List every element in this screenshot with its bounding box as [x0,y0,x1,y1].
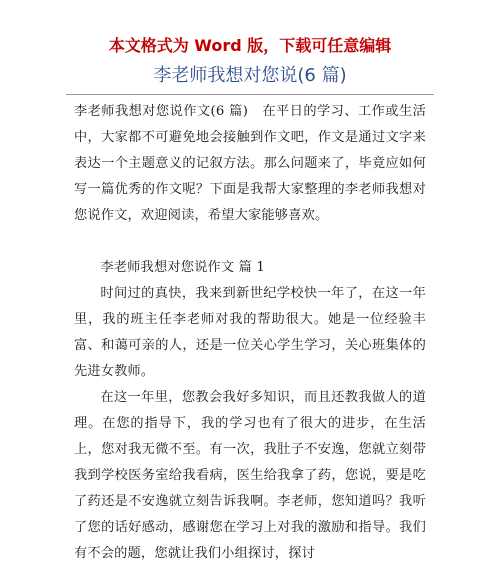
intro-body: 在平日的学习、工作或生活中，大家都不可避免地会接触到作文吧，作文是通过文字来表达一个主题意义的记叙方法。那么问题来了，毕竟应如何写一篇优秀的作文呢？下面是我帮大家整理的李老师我想对您说作文，欢迎阅读，希望大家能够喜欢。 [74,104,426,223]
section-heading: 李老师我想对您说作文 篇 1 [100,260,266,275]
body-paragraph-1: 时间过的真快，我来到新世纪学校快一年了，在这一年里，我的班主任李老师对我的帮助很大。她是一位经验丰富、和蔼可亲的人，还是一位关心学生学习，关心班集体的先进女教师。 [74,286,426,379]
intro-paragraph [74,99,426,229]
intro-lead: 李老师我想对您说作文(6 篇) [74,104,249,119]
body-paragraph-2: 在这一年里，您教会我好多知识，而且还教我做人的道理。在您的指导下，我的学习也有了很大的进步，在生活上，您对我无微不至。有一次，我肚子不安逸，您就立刻带我到学校医务室给我看病，医生给我拿了药，您说，要是吃了药还是不安逸就立刻告诉我啊。李老师，您知道吗？我听了您的话好感动，感谢您在学习上对我的激励和指导。我们有不会的题，您就让我们小组探讨，探讨 [74,390,426,561]
document-body [74,99,426,567]
document-title: 李老师我想对您说(6 篇) [153,65,347,86]
title-divider [66,94,434,95]
format-banner: 本文格式为 Word 版，下载可任意编辑 [108,36,392,55]
